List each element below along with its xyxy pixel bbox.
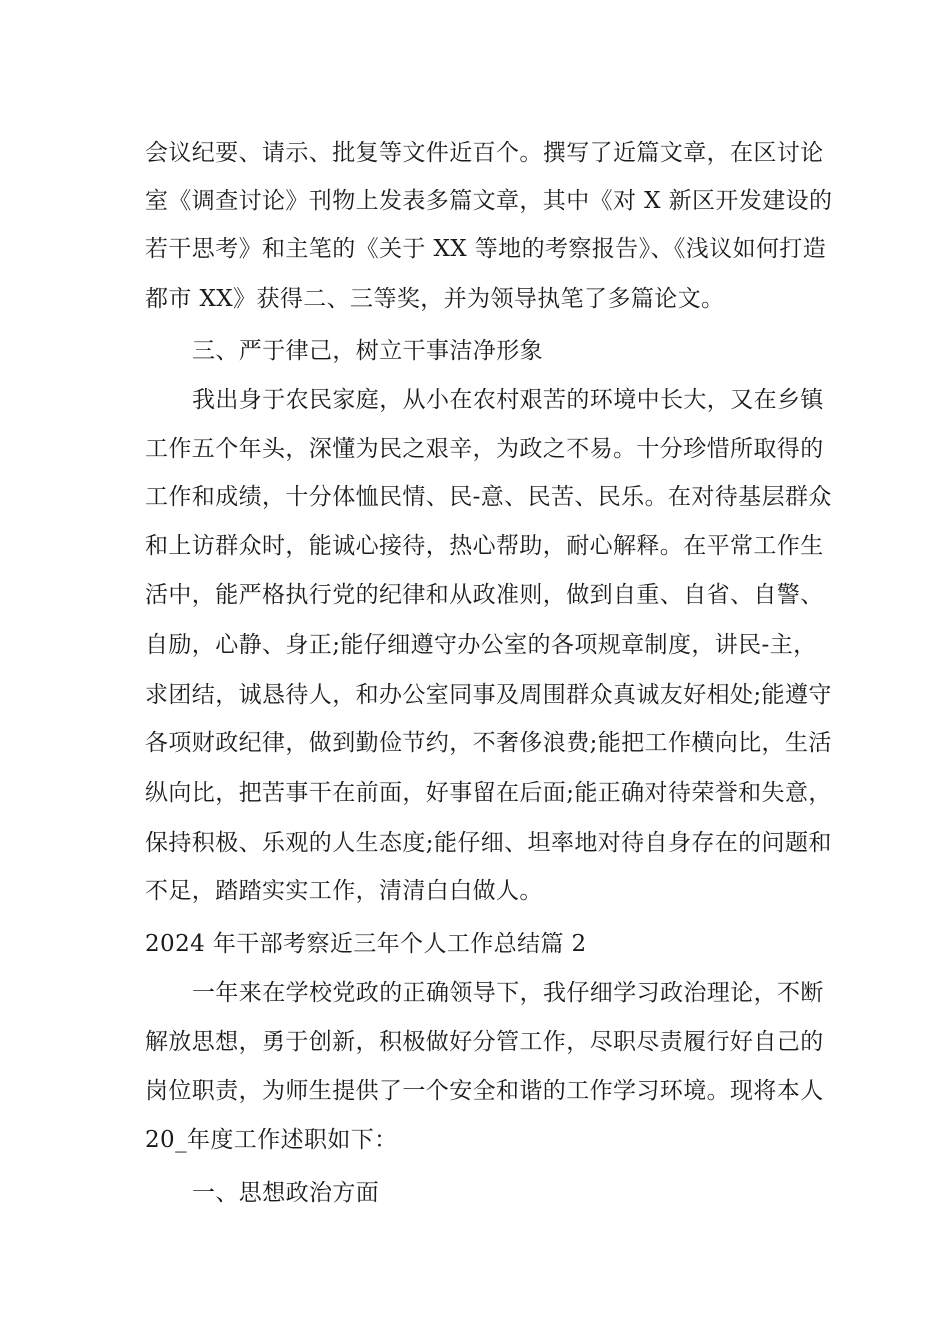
body-text-line: 会议纪要、请示、批复等文件近百个。撰写了近篇文章，在区讨论 [145, 140, 824, 166]
body-text-line: 各项财政纪律，做到勤俭节约，不奢侈浪费;能把工作横向比，生活 [145, 730, 832, 756]
section-heading: 一、思想政治方面 [192, 1180, 380, 1206]
body-text-line: 活中，能严格执行党的纪律和从政准则，做到自重、自省、自警、 [145, 582, 824, 608]
section-heading: 三、严于律己，树立干事洁净形象 [192, 338, 543, 364]
body-text-line: 不足，踏踏实实工作，清清白白做人。 [145, 878, 543, 904]
body-text-line: 和上访群众时，能诚心接待，热心帮助，耐心解释。在平常工作生 [145, 533, 824, 559]
body-text-line: 自励，心静、身正;能仔细遵守办公室的各项规章制度，讲民-主， [145, 632, 817, 658]
body-text-line: 若干思考》和主笔的《关于 XX 等地的考察报告》、《浅议如何打造 [145, 236, 827, 262]
body-text-line: 工作五个年头，深懂为民之艰辛，为政之不易。十分珍惜所取得的 [145, 436, 824, 462]
body-text-line: 纵向比，把苦事干在前面，好事留在后面;能正确对待荣誉和失意， [145, 780, 832, 806]
body-text-line: 都市 XX》获得二、三等奖，并为领导执笔了多篇论文。 [145, 286, 725, 312]
body-text-line: 室《调查讨论》刊物上发表多篇文章，其中《对 X 新区开发建设的 [145, 188, 833, 214]
body-text-line: 一年来在学校党政的正确领导下，我仔细学习政治理论，不断 [192, 980, 824, 1006]
body-text-line: 解放思想，勇于创新，积极做好分管工作，尽职尽责履行好自己的 [145, 1029, 824, 1055]
article-title: 2024 年干部考察近三年个人工作总结篇 2 [145, 931, 587, 957]
body-text-line: 工作和成绩，十分体恤民情、民-意、民苦、民乐。在对待基层群众 [145, 484, 832, 510]
body-text-line: 保持积极、乐观的人生态度;能仔细、坦率地对待自身存在的问题和 [145, 830, 832, 856]
body-text-line: 岗位职责，为师生提供了一个安全和谐的工作学习环境。现将本人 [145, 1078, 824, 1104]
body-text-line: 20_年度工作述职如下： [145, 1127, 398, 1153]
body-text-line: 求团结，诚恳待人，和办公室同事及周围群众真诚友好相处;能遵守 [145, 682, 832, 708]
body-text-line: 我出身于农民家庭，从小在农村艰苦的环境中长大，又在乡镇 [192, 387, 824, 413]
